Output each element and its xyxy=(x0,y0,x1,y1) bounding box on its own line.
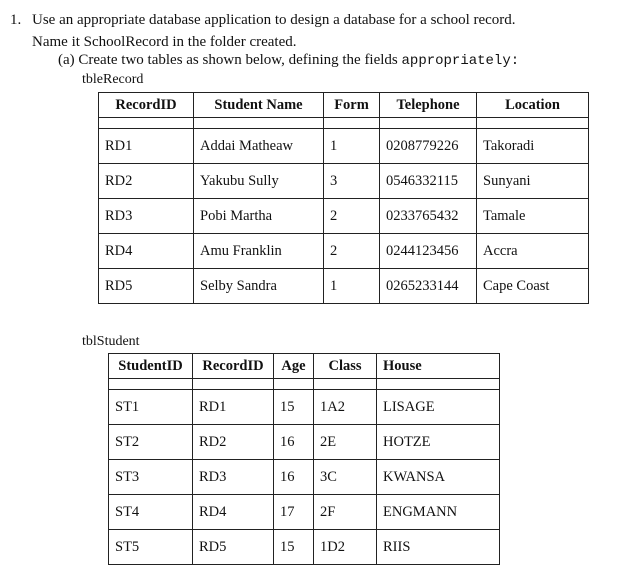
cell: 1A2 xyxy=(314,390,377,425)
cell: HOTZE xyxy=(377,425,500,460)
cell: ST4 xyxy=(109,495,193,530)
cell: Amu Franklin xyxy=(194,234,324,269)
cell: RIIS xyxy=(377,530,500,565)
table1-header-row xyxy=(99,93,589,118)
part-a-text: (a) Create two tables as shown below, defining the fields xyxy=(58,52,402,68)
cell: 16 xyxy=(274,460,314,495)
cell: 0546332115 xyxy=(380,164,477,199)
table-row xyxy=(109,530,500,565)
cell: LISAGE xyxy=(377,390,500,425)
cell: 0208779226 xyxy=(380,129,477,164)
table1-spacer-row xyxy=(99,118,589,129)
cell: RD2 xyxy=(193,425,274,460)
cell: 2F xyxy=(314,495,377,530)
cell: ST5 xyxy=(109,530,193,565)
table1-header: Location xyxy=(477,93,589,118)
cell: 3C xyxy=(314,460,377,495)
cell: RD3 xyxy=(193,460,274,495)
cell: ST3 xyxy=(109,460,193,495)
cell: Selby Sandra xyxy=(194,269,324,304)
cell: Sunyani xyxy=(477,164,589,199)
question-line-1 xyxy=(10,12,516,29)
table2-header-row xyxy=(109,354,500,379)
cell: 15 xyxy=(274,530,314,565)
table-row xyxy=(99,129,589,164)
part-a-suffix: appropriately: xyxy=(401,53,520,69)
cell: Addai Matheaw xyxy=(194,129,324,164)
table1-caption: tbleRecord xyxy=(82,72,144,87)
cell: Accra xyxy=(477,234,589,269)
cell: ST2 xyxy=(109,425,193,460)
question-text-1: Use an appropriate database application to design a database for a school record. xyxy=(32,12,516,28)
cell: ENGMANN xyxy=(377,495,500,530)
cell: 16 xyxy=(274,425,314,460)
tbleRecord-table xyxy=(98,92,589,304)
table1-header: Form xyxy=(324,93,380,118)
tblStudent-table xyxy=(108,353,500,565)
table-row xyxy=(109,390,500,425)
cell: RD1 xyxy=(99,129,194,164)
table2-header: RecordID xyxy=(193,354,274,379)
cell: 0265233144 xyxy=(380,269,477,304)
cell: Pobi Martha xyxy=(194,199,324,234)
cell: 0244123456 xyxy=(380,234,477,269)
cell: 3 xyxy=(324,164,380,199)
cell: RD5 xyxy=(99,269,194,304)
cell: Takoradi xyxy=(477,129,589,164)
cell: RD3 xyxy=(99,199,194,234)
table-row xyxy=(109,425,500,460)
cell: KWANSA xyxy=(377,460,500,495)
question-number: 1. xyxy=(10,12,22,28)
cell: 1 xyxy=(324,129,380,164)
question-part-a xyxy=(58,52,519,69)
cell: 17 xyxy=(274,495,314,530)
cell: 15 xyxy=(274,390,314,425)
cell: RD2 xyxy=(99,164,194,199)
cell: 2 xyxy=(324,234,380,269)
table2-header: Class xyxy=(314,354,377,379)
question-line-2: Name it SchoolRecord in the folder created. xyxy=(32,34,297,50)
table2-header: House xyxy=(377,354,500,379)
cell: 2 xyxy=(324,199,380,234)
cell: RD4 xyxy=(99,234,194,269)
table1-header: Student Name xyxy=(194,93,324,118)
table1-header: Telephone xyxy=(380,93,477,118)
table-row xyxy=(99,269,589,304)
table-row xyxy=(99,199,589,234)
table2-spacer-row xyxy=(109,379,500,390)
cell: ST1 xyxy=(109,390,193,425)
cell: Cape Coast xyxy=(477,269,589,304)
table2-caption: tblStudent xyxy=(82,334,140,349)
cell: 0233765432 xyxy=(380,199,477,234)
cell: Yakubu Sully xyxy=(194,164,324,199)
cell: Tamale xyxy=(477,199,589,234)
cell: 1 xyxy=(324,269,380,304)
table1-header: RecordID xyxy=(99,93,194,118)
cell: RD4 xyxy=(193,495,274,530)
cell: RD5 xyxy=(193,530,274,565)
table2-header: Age xyxy=(274,354,314,379)
table-row xyxy=(99,234,589,269)
table-row xyxy=(109,495,500,530)
table-row xyxy=(99,164,589,199)
cell: RD1 xyxy=(193,390,274,425)
cell: 2E xyxy=(314,425,377,460)
table-row xyxy=(109,460,500,495)
cell: 1D2 xyxy=(314,530,377,565)
table2-header: StudentID xyxy=(109,354,193,379)
